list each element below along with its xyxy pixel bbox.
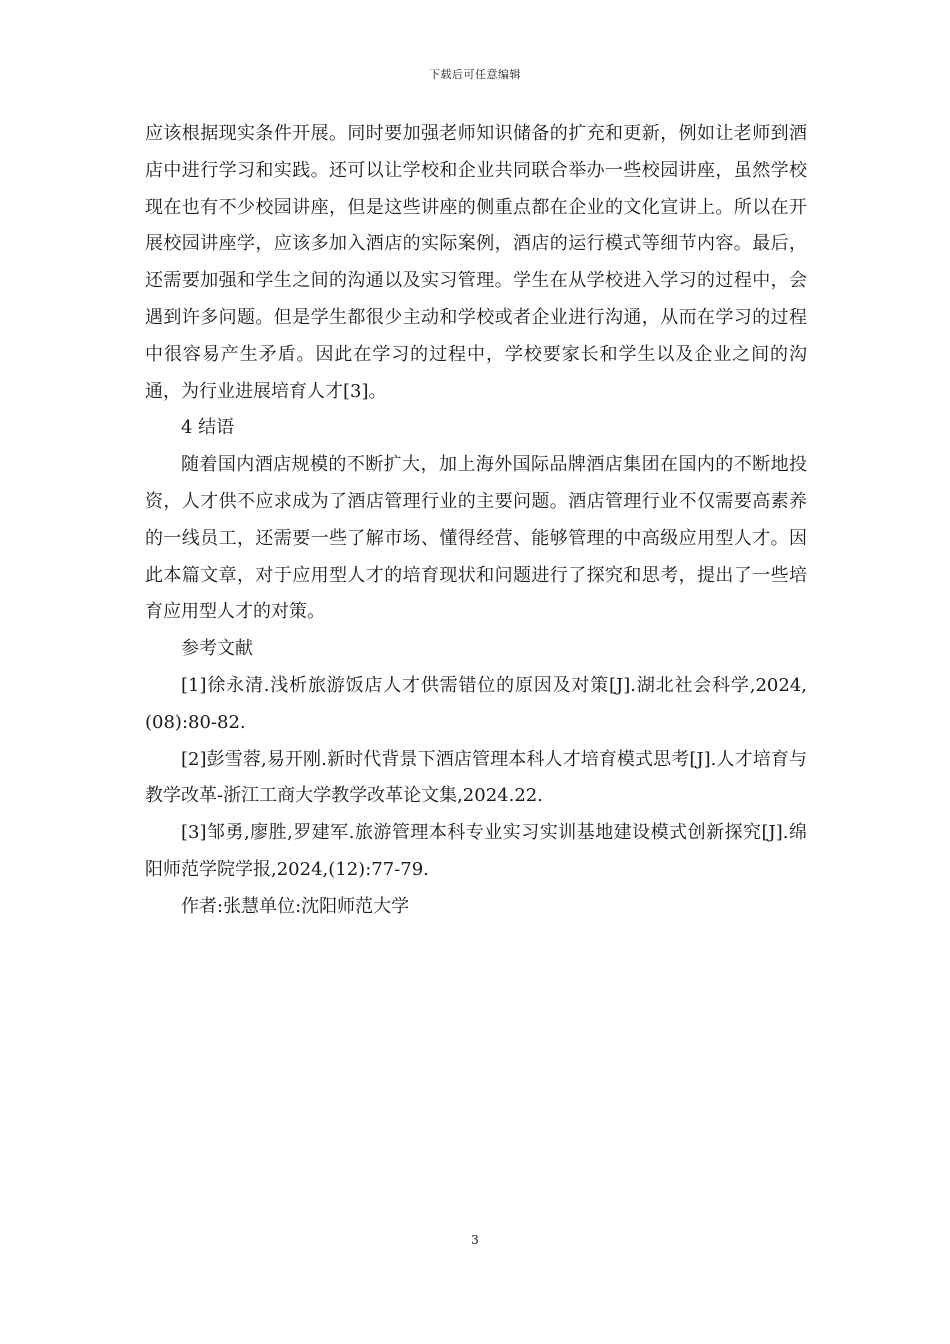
header-note: 下载后可任意编辑 [429, 68, 521, 81]
page-number: 3 [471, 1233, 479, 1247]
body-paragraph-continued: 应该根据现实条件开展。同时要加强老师知识储备的扩充和更新，例如让老师到酒店中进行学习和实践。还可以让学校和企业共同联合举办一些校园讲座，虽然学校现在也有不少校园讲座，但是这些讲座的侧重点都在企业的文化宣讲上。所以在开展校园讲座学，应该多加入酒店的实际案例，酒店的运行模式等细节内容。最后，还需要加强和学生之间的沟通以及实习管理。学生在从学校进入学习的过程中，会遇到许多问题。但是学生都很少主动和学校或者企业进行沟通，从而在学习的过程中很容易产生矛盾。因此在学习的过程中，学校要家长和学生以及企业之间的沟通，为行业进展培育人才[3]。 [145, 123, 807, 402]
references-heading: 参考文献 [181, 638, 253, 660]
reference-item-3: [3]邹勇,廖胜,罗建军.旅游管理本科专业实习实训基地建设模式创新探究[J].绵阳师范学院学报,2024,(12):77-79. [145, 822, 807, 880]
document-body [145, 116, 807, 926]
author-line: 作者:张慧单位:沈阳师范大学 [181, 895, 410, 917]
reference-item-1: [1]徐永清.浅析旅游饭店人才供需错位的原因及对策[J].湖北社会科学,2024,(08):80-82. [145, 674, 807, 733]
section-heading-conclusion: 4 结语 [181, 417, 235, 439]
conclusion-paragraph: 随着国内酒店规模的不断扩大，加上海外国际品牌酒店集团在国内的不断地投资，人才供不应求成为了酒店管理行业的主要问题。酒店管理行业不仅需要高素养的一线员工，还需要一些了解市场、懂得经营、能够管理的中高级应用型人才。因此本篇文章，对于应用型人才的培育现状和问题进行了探究和思考，提出了一些培育应用型人才的对策。 [145, 454, 807, 623]
reference-item-2: [2]彭雪蓉,易开刚.新时代背景下酒店管理本科人才培育模式思考[J].人才培育与教学改革-浙江工商大学教学改革论文集,2024.22. [145, 748, 807, 807]
